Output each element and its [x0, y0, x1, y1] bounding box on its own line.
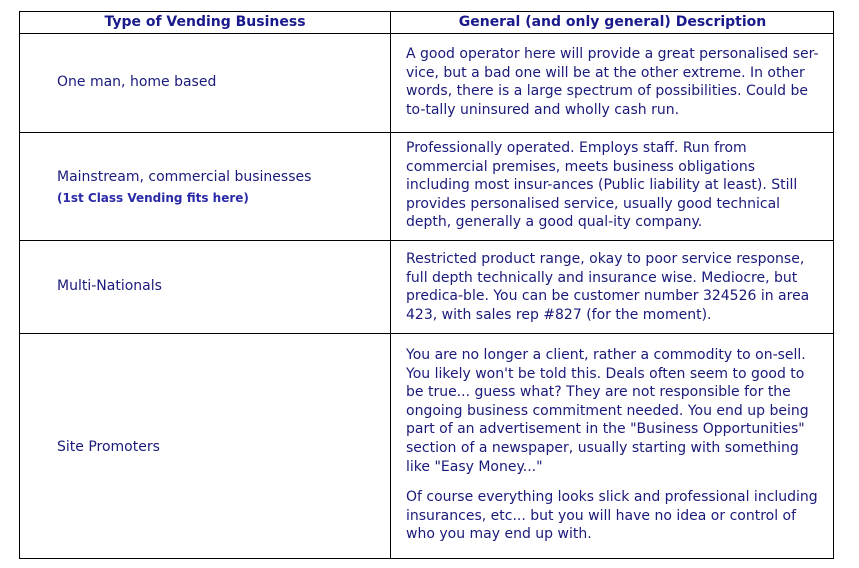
row-2-description-text: Professionally operated. Employs staff. Run from commercial premises, meets business obligations including most insur-ances (Public liability at least). Still provides personalised service, usually good technical depth, generally a good qual-ity company.	[406, 140, 798, 231]
row-4-type-label: Site Promoters	[57, 439, 160, 455]
row-2-type	[57, 168, 377, 207]
row-3-description	[406, 250, 820, 324]
row-4-type	[57, 438, 377, 456]
row-4-description	[406, 346, 820, 544]
row-1-description	[406, 45, 820, 119]
row-divider	[20, 33, 833, 34]
row-divider	[20, 132, 833, 133]
row-1-type-label: One man, home based	[57, 74, 217, 90]
row-1-type	[57, 73, 377, 91]
header-description: General (and only general) Description	[458, 14, 767, 30]
row-divider	[20, 240, 833, 241]
row-2-type-label: Mainstream, commercial businesses	[57, 169, 312, 185]
header-type: Type of Vending Business	[104, 14, 306, 30]
row-4-description-text-1: You are no longer a client, rather a commodity to on-sell. You likely won't be told this. Deals often seem to good to be true... guess what? They are not responsible for the ongoing business commitment needed. You end up being part of an advertisement in the "Business Opportunities" section of a newspaper, usually starting with something like "Easy Money..."	[406, 347, 809, 475]
row-3-description-text: Restricted product range, okay to poor service response, full depth technically and insurance wise. Mediocre, but predica-ble. You can be customer number 324526 in area 423, with sales rep #827 (for the moment).	[406, 251, 810, 323]
vending-business-table	[19, 11, 834, 559]
row-3-type-label: Multi-Nationals	[57, 278, 162, 294]
row-divider	[20, 333, 833, 334]
row-2-description	[406, 139, 820, 232]
row-1-description-text: A good operator here will provide a great personalised ser-vice, but a bad one will be at the other extreme. In other words, there is a large spectrum of possibilities. Could be to-tally uninsured and wholly cash run.	[406, 46, 819, 118]
column-divider	[390, 12, 391, 558]
row-4-description-text-2: Of course everything looks slick and professional including insurances, etc... but you will have no idea or control of who you may end up with.	[406, 489, 818, 543]
row-3-type	[57, 277, 377, 295]
row-2-type-note: (1st Class Vending fits here)	[57, 191, 249, 205]
